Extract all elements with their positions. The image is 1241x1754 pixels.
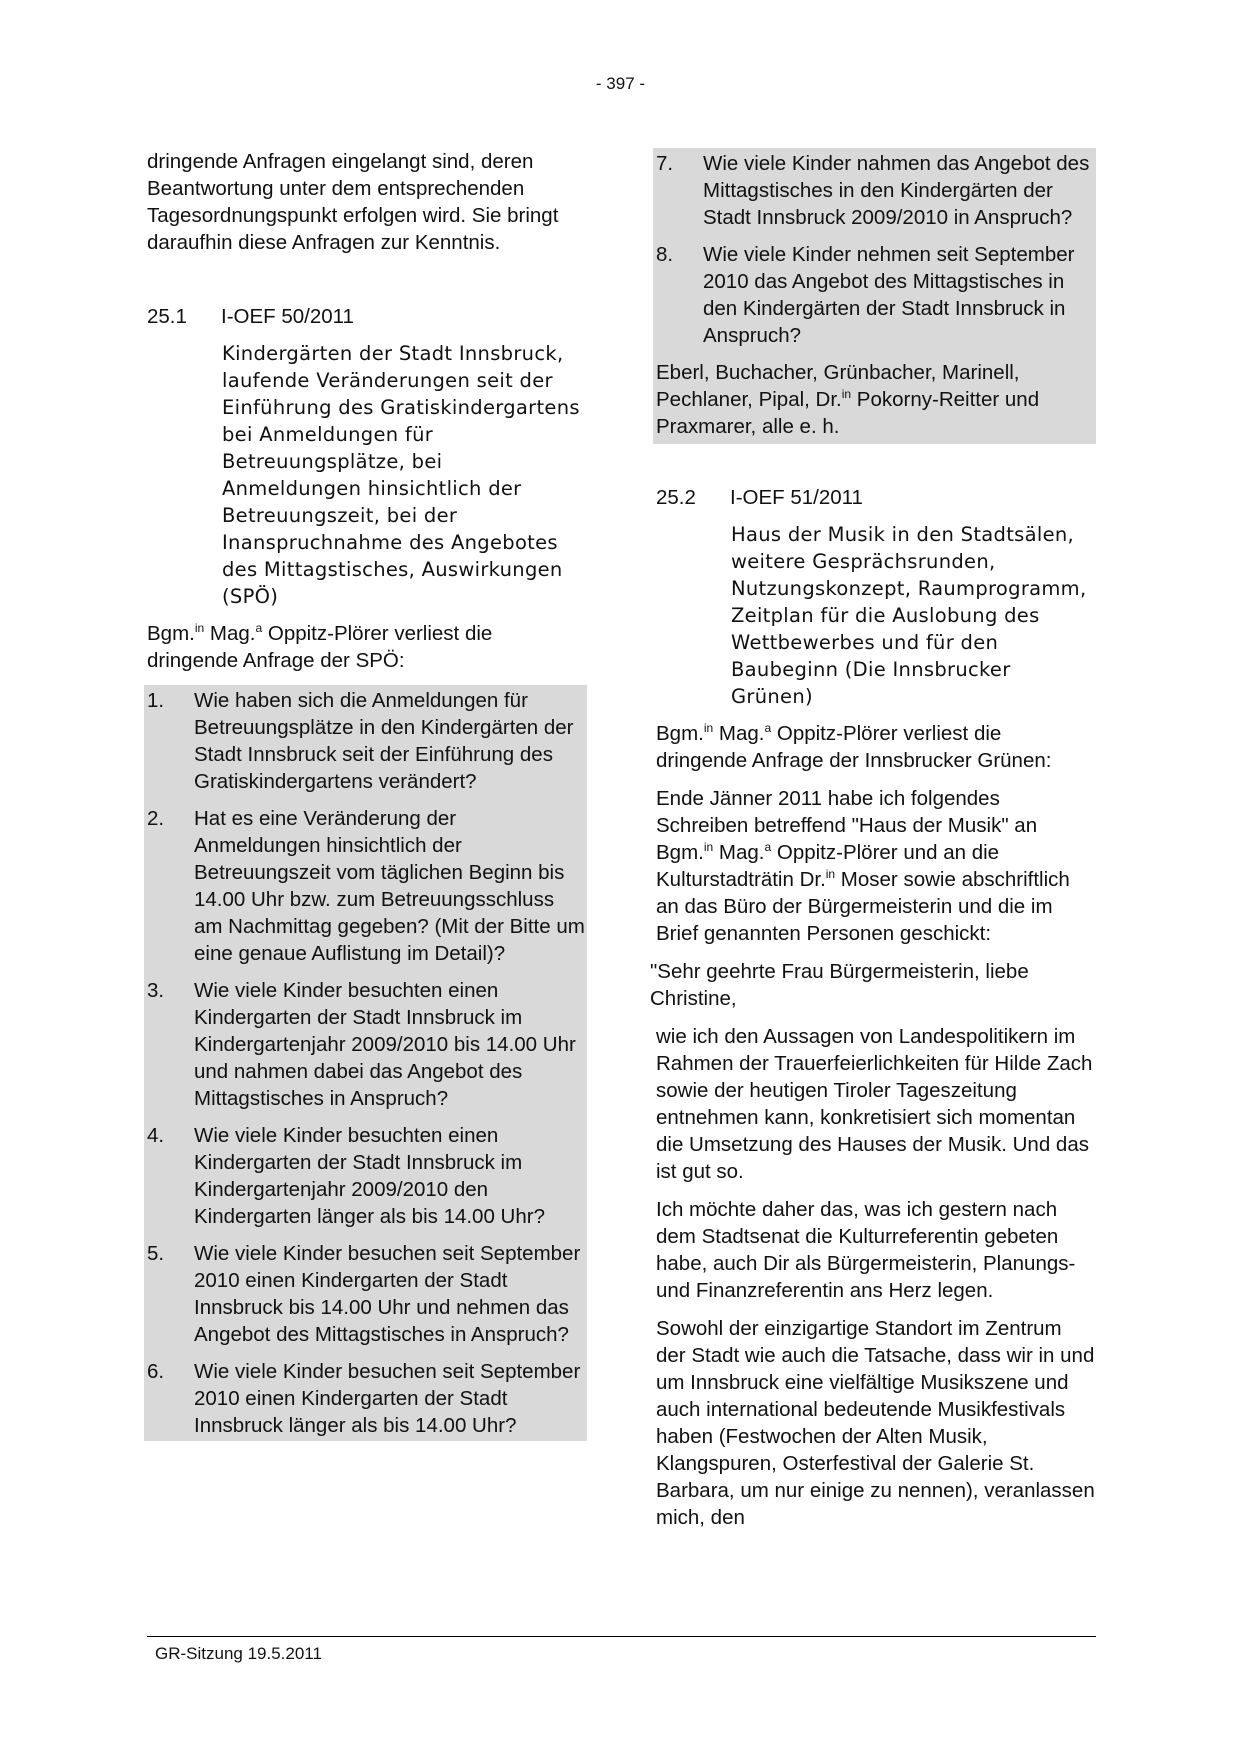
reader-line <box>656 720 1096 774</box>
question-number: 7. <box>656 152 674 175</box>
section-heading-25-2 <box>656 484 1096 511</box>
superscript: a <box>255 621 263 636</box>
question-number: 1. <box>147 689 165 712</box>
question-item <box>147 977 587 1112</box>
superscript: a <box>764 721 772 736</box>
letter-intro <box>656 785 1096 947</box>
question-list <box>656 150 1096 349</box>
question-item <box>656 241 1096 349</box>
question-item <box>147 687 587 795</box>
letter-text: Ende Jänner 2011 habe ich folgendes Schreiben betreffend "Haus der Musik" an Bgm. <box>656 787 1038 864</box>
letter-paragraph: Ich möchte daher das, was ich gestern nach dem Stadtsenat die Kulturreferentin gebeten habe, auch Dir als Bürgermeisterin, Planungs- und Finanzreferentin ans Herz legen. <box>656 1198 1076 1302</box>
section-heading-25-1 <box>147 303 587 330</box>
question-list <box>147 687 587 1439</box>
question-item <box>147 1358 587 1439</box>
salutation: "Sehr geehrte Frau Bürgermeisterin, liebe Christine, <box>650 960 1029 1010</box>
reader-text: Bgm. <box>147 622 195 645</box>
reader-text: Mag. <box>713 722 765 745</box>
right-column <box>650 148 1096 1542</box>
superscript: in <box>194 621 205 636</box>
superscript: in <box>825 867 836 882</box>
superscript: in <box>703 840 714 855</box>
section-subject: Kindergärten der Stadt Innsbruck, laufende Veränderungen seit der Einführung des Gratiskindergartens bei Anmeldungen für Betreuungsplätze, bei Anmeldungen hinsichtlich der Betreuungszeit, bei der Inanspruchnahme des Angebotes des Mittagstisches, Auswirkungen (SPÖ) <box>222 342 580 608</box>
question-text: Wie haben sich die Anmeldungen für Betreuungsplätze in den Kindergärten der Stadt Innsbruck seit der Einführung des Gratiskindergartens verändert? <box>194 689 574 793</box>
reader-text: Oppitz-Plörer verliest die dringende Anfrage der SPÖ: <box>147 622 493 672</box>
footer-divider <box>147 1636 1096 1637</box>
superscript: in <box>703 721 714 736</box>
superscript: a <box>764 840 772 855</box>
reader-text: Mag. <box>204 622 256 645</box>
letter-paragraph: Sowohl der einzigartige Standort im Zentrum der Stadt wie auch die Tatsache, dass wir in und um Innsbruck eine vielfältige Musikszene und auch international bedeutende Musikfestivals haben (Festwochen der Alten Musik, Klangspuren, Osterfestival der Galerie St. Barbara, um nur einige zu nennen), veranlassen mich, den <box>656 1317 1095 1529</box>
signatories-text: Eberl, Buchacher, Grünbacher, Marinell, Pechlaner, Pipal, Dr. <box>656 361 1020 411</box>
page-number: - 397 - <box>595 74 646 93</box>
footer-text: GR-Sitzung 19.5.2011 <box>155 1644 322 1663</box>
question-text: Wie viele Kinder nahmen das Angebot des Mittagstisches in den Kindergärten der Stadt Innsbruck 2009/2010 in Anspruch? <box>703 152 1090 229</box>
left-column <box>147 148 587 1441</box>
question-number: 4. <box>147 1124 165 1147</box>
question-number: 8. <box>656 243 674 266</box>
letter-paragraph: wie ich den Aussagen von Landespolitikern im Rahmen der Trauerfeierlichkeiten für Hilde Zach sowie der heutigen Tiroler Tageszeitung entnehmen kann, konkretisiert sich momentan die Umsetzung des Hauses der Musik. Und das ist gut so. <box>656 1025 1093 1183</box>
question-text: Wie viele Kinder nehmen seit September 2010 das Angebot des Mittagstisches in den Kindergärten der Stadt Innsbruck in Anspruch? <box>703 243 1075 347</box>
question-text: Wie viele Kinder besuchen seit September 2010 einen Kindergarten der Stadt Innsbruck bis 14.00 Uhr und nehmen das Angebot des Mittagstisches in Anspruch? <box>194 1242 581 1346</box>
question-text: Hat es eine Veränderung der Anmeldungen hinsichtlich der Betreuungszeit vom täglichen Beginn bis 14.00 Uhr bzw. zum Betreuungsschluss am Nachmittag gegeben? (Mit der Bitte um eine genaue Auflistung im Detail)? <box>194 807 585 965</box>
letter-text: Oppitz-Plörer und an die Kulturstadträtin Dr. <box>656 841 1000 891</box>
question-item <box>147 805 587 967</box>
signatories <box>656 359 1096 440</box>
question-text: Wie viele Kinder besuchen seit September 2010 einen Kindergarten der Stadt Innsbruck länger als bis 14.00 Uhr? <box>194 1360 581 1437</box>
section-code: I-OEF 51/2011 <box>730 486 863 509</box>
question-number: 6. <box>147 1360 165 1383</box>
section-number: 25.1 <box>147 305 187 328</box>
question-item <box>147 1240 587 1348</box>
reader-line <box>147 620 587 674</box>
question-item <box>147 1122 587 1230</box>
section-number: 25.2 <box>656 486 696 509</box>
question-box-left <box>144 685 587 1441</box>
section-subject: Haus der Musik in den Stadtsälen, weitere Gesprächsrunden, Nutzungskonzept, Raumprogramm, Zeitplan für die Auslobung des Wettbewerbes und für den Baubeginn (Die Innsbrucker Grünen) <box>731 523 1087 708</box>
signatories-text: Pokorny-Reitter und Praxmarer, alle e. h. <box>656 388 1040 438</box>
question-number: 5. <box>147 1242 165 1265</box>
reader-text: Oppitz-Plörer verliest die dringende Anfrage der Innsbrucker Grünen: <box>656 722 1052 772</box>
letter-text: Mag. <box>713 841 765 864</box>
reader-text: Bgm. <box>656 722 704 745</box>
question-number: 2. <box>147 807 165 830</box>
letter-text: Moser sowie abschriftlich an das Büro der Bürgermeisterin und die im Brief genannten Personen geschickt: <box>656 868 1070 945</box>
question-number: 3. <box>147 979 165 1002</box>
question-text: Wie viele Kinder besuchten einen Kindergarten der Stadt Innsbruck im Kindergartenjahr 2009/2010 bis 14.00 Uhr und nahmen dabei das Angebot des Mittagstisches in Anspruch? <box>194 979 576 1110</box>
section-code: I-OEF 50/2011 <box>221 305 354 328</box>
question-box-right <box>653 148 1096 444</box>
superscript: in <box>841 387 852 402</box>
intro-paragraph: dringende Anfragen eingelangt sind, deren Beantwortung unter dem entsprechenden Tagesordnungspunkt erfolgen wird. Sie bringt daraufhin diese Anfragen zur Kenntnis. <box>147 150 559 254</box>
question-item <box>656 150 1096 231</box>
question-text: Wie viele Kinder besuchten einen Kindergarten der Stadt Innsbruck im Kindergartenjahr 2009/2010 den Kindergarten länger als bis 14.00 Uhr? <box>194 1124 545 1228</box>
